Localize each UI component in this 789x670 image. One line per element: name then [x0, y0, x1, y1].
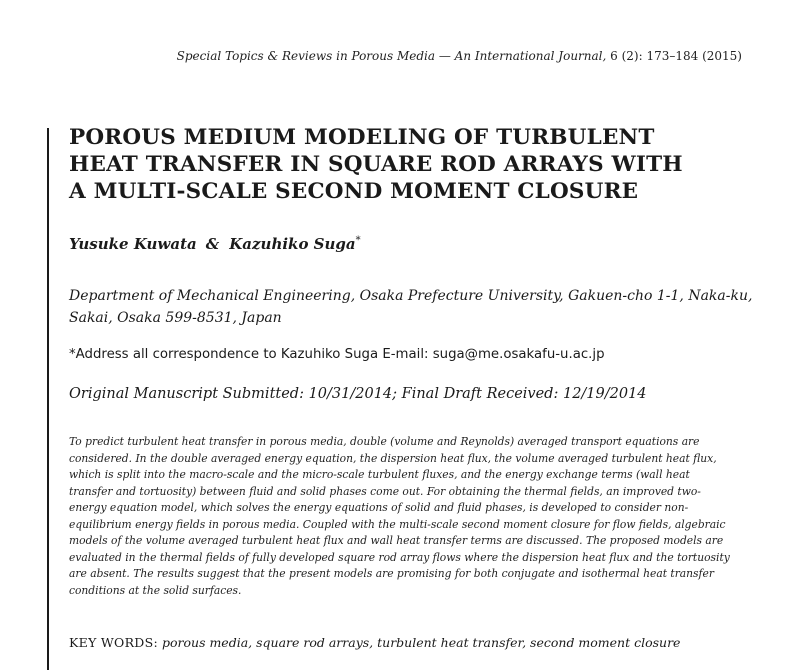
keywords-list: porous media, square rod arrays, turbulent heat transfer, second moment closure — [161, 635, 681, 650]
author-list — [69, 235, 361, 253]
keywords — [69, 635, 680, 650]
affiliation-line: Sakai, Osaka 599-8531, Japan — [69, 310, 282, 326]
abstract-line: considered. In the double averaged energy equation, the dispersion heat flux, the volume averaged turbulent heat flux, — [69, 451, 717, 465]
abstract-line: which is split into the macro-scale and the micro-scale turbulent fluxes, and the energy exchange terms (wall heat — [69, 468, 690, 481]
abstract-line: equilibrium energy fields in porous media. Coupled with the multi-scale second moment closure for flow fields, algebraic — [69, 517, 726, 531]
keywords-label: KEY WORDS: — [69, 635, 158, 650]
left-margin-rule — [47, 128, 49, 670]
correspondence-note: *Address all correspondence to Kazuhiko Suga E-mail: suga@me.osakafu-u.ac.jp — [69, 347, 605, 362]
manuscript-dates: Original Manuscript Submitted: 10/31/2014; Final Draft Received: 12/19/2014 — [69, 386, 647, 402]
abstract-line: To predict turbulent heat transfer in porous media, double (volume and Reynolds) averaged transport equations are — [69, 435, 700, 448]
author-name: Yusuke Kuwata — [69, 235, 197, 253]
journal-name: Special Topics & Reviews in Porous Media — An International Journal, — [176, 49, 607, 63]
affiliation-line: Department of Mechanical Engineering, Osaka Prefecture University, Gakuen-cho 1-1, Naka-ku, — [69, 288, 753, 304]
paper-title — [69, 124, 749, 205]
abstract-line: evaluated in the thermal fields of fully developed square rod array flows where the dispersion heat flux and the tortuosity — [69, 550, 730, 564]
abstract-line: conditions at the solid surfaces. — [69, 583, 242, 597]
corresponding-author-mark: * — [355, 235, 361, 246]
author-name: Kazuhiko Suga — [229, 235, 356, 253]
abstract-line: energy equation model, which solves the energy equations of solid and fluid phases, is developed to consider non- — [69, 501, 689, 514]
title-line: HEAT TRANSFER IN SQUARE ROD ARRAYS WITH — [69, 152, 683, 177]
journal-citation — [177, 49, 742, 63]
abstract-line: transfer and tortuosity) between fluid and solid phases come out. For obtaining the thermal fields, an improved two- — [69, 484, 701, 498]
affiliation — [69, 285, 753, 329]
author-separator: & — [205, 235, 220, 253]
abstract — [69, 434, 749, 599]
abstract-line: are absent. The results suggest that the present models are promising for both conjugate and isothermal heat transfer — [69, 567, 714, 580]
abstract-line: models of the volume averaged turbulent heat flux and wall heat transfer terms are discussed. The proposed models are — [69, 534, 724, 547]
title-line: POROUS MEDIUM MODELING OF TURBULENT — [69, 125, 655, 150]
journal-volume: 6 (2): 173–184 (2015) — [610, 49, 742, 63]
title-line: A MULTI-SCALE SECOND MOMENT CLOSURE — [69, 179, 639, 204]
